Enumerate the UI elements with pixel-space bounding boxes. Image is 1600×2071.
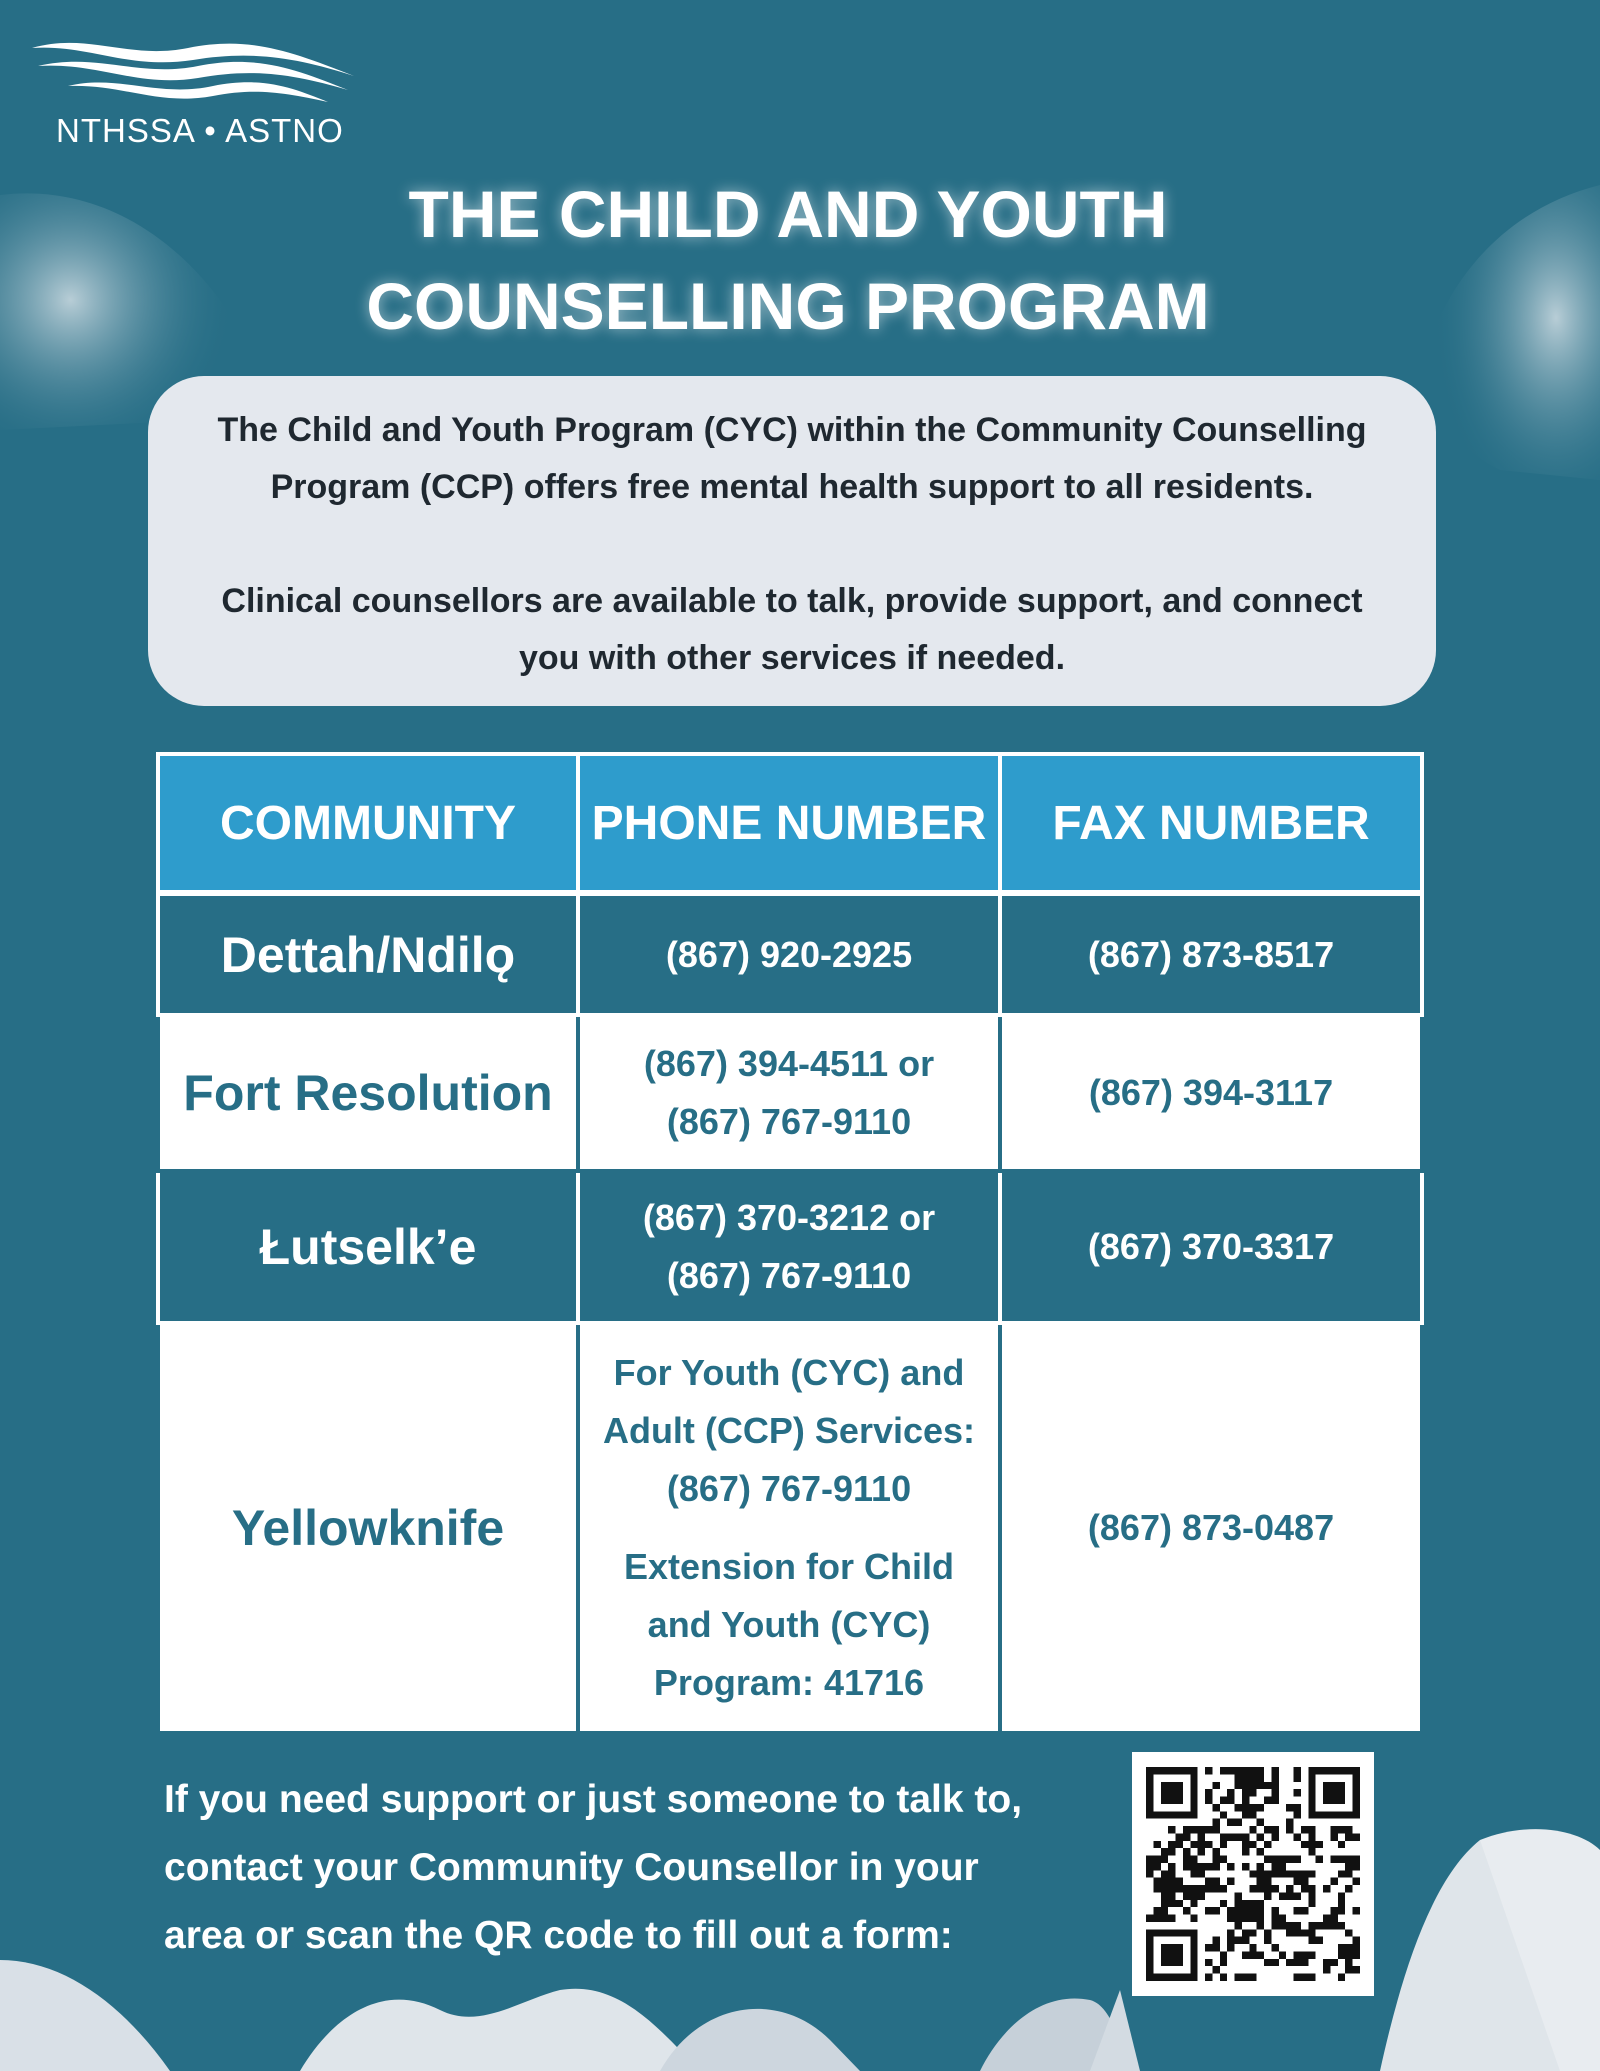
fax-cell: (867) 370-3317: [1000, 1171, 1422, 1323]
phone-number: (867) 370-3212 or: [642, 1197, 936, 1238]
community-cell: Łutselk’e: [158, 1171, 578, 1323]
title-line-1: THE CHILD AND YOUTH: [408, 177, 1168, 251]
title-line-2: COUNSELLING PROGRAM: [366, 269, 1210, 343]
table-header-row: [158, 754, 1422, 893]
intro-box: [148, 376, 1436, 706]
table-row: [158, 1171, 1422, 1323]
phone-line: (867) 767-9110: [666, 1468, 912, 1509]
phone-number: (867) 394-4511 or: [643, 1043, 935, 1084]
phone-line: For Youth (CYC) and: [613, 1352, 965, 1393]
phone-cell: [578, 1323, 1000, 1733]
header-fax: FAX NUMBER: [1000, 754, 1422, 893]
community-cell: Yellowknife: [158, 1323, 578, 1733]
phone-line: Program: 41716: [653, 1662, 925, 1703]
table-row: [158, 1015, 1422, 1171]
community-cell: Fort Resolution: [158, 1015, 578, 1171]
fax-cell: (867) 873-0487: [1000, 1323, 1422, 1733]
table-row: [158, 1323, 1422, 1733]
footer-line-2: contact your Community Counsellor in your: [164, 1846, 979, 1889]
phone-line: Adult (CCP) Services:: [602, 1410, 976, 1451]
phone-number: (867) 767-9110: [666, 1255, 912, 1296]
fax-cell: (867) 873-8517: [1000, 893, 1422, 1015]
footer-line-1: If you need support or just someone to talk to,: [164, 1778, 1023, 1821]
phone-cell: [578, 1171, 1000, 1323]
intro-paragraph-2: Clinical counsellors are available to talk, provide support, and connect you with other services if needed.: [221, 582, 1363, 677]
header-phone: PHONE NUMBER: [578, 754, 1000, 893]
footer-line-3: area or scan the QR code to fill out a form:: [164, 1914, 953, 1957]
community-cell: Dettah/Ndilǫ: [158, 893, 578, 1015]
page-title: [0, 168, 1576, 352]
wave-logo-icon: [28, 36, 358, 106]
footer-message: [164, 1766, 1104, 1970]
org-name: NTHSSA • ASTNO: [56, 112, 344, 149]
table-row: [158, 893, 1422, 1015]
intro-paragraph-1: The Child and Youth Program (CYC) within the Community Counselling Program (CCP) offers free mental health support to all residents.: [217, 411, 1367, 506]
phone-line: Extension for Child: [623, 1546, 954, 1587]
qr-code[interactable]: [1132, 1752, 1374, 1996]
phone-cell: [578, 893, 1000, 1015]
phone-number: (867) 920-2925: [665, 933, 913, 975]
counsellor-directory-table: [156, 752, 1424, 1735]
phone-number: (867) 767-9110: [666, 1101, 912, 1142]
phone-cell: [578, 1015, 1000, 1171]
fax-cell: (867) 394-3117: [1000, 1015, 1422, 1171]
phone-line: and Youth (CYC): [647, 1604, 931, 1645]
header-community: COMMUNITY: [158, 754, 578, 893]
qr-code-icon: [1146, 1766, 1360, 1982]
